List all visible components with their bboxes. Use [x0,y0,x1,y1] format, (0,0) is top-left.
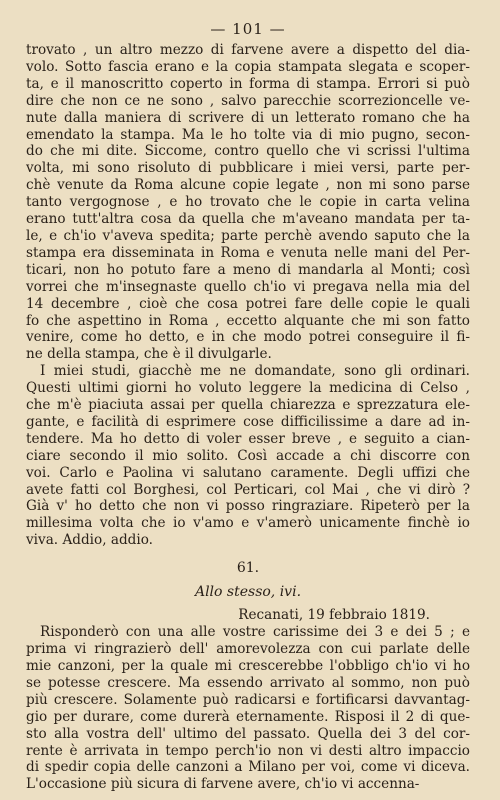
text-line: se potesse crescere. Ma essendo arrivato al sommo, non può [26,674,470,691]
letter-heading: Allo stesso, ivi. [194,584,302,601]
text-line: ticari, non ho potuto fare a meno di mandarla al Monti; così [26,261,470,278]
paragraph-2 [26,363,470,549]
text-line: gio per durare, come durerà eternamente. Risposi il 2 di que- [26,708,470,725]
text-line: ciare secondo il mio solito. Così accade a chi discorre con [26,447,470,464]
text-line: più crescere. Solamente può radicarsi e fortificarsi davvantag- [26,691,470,708]
text-line: ne della stampa, che è il divulgarle. [26,346,272,363]
text-line: avete fatti col Borghesi, col Perticari, col Mai , che vi dirò ? [26,481,470,498]
text-line: vorrei che m'insegnaste quello ch'io vi pregava nella mia del [26,278,470,295]
text-line: tendere. Ma ho detto di voler esser breve , e seguito a cian- [26,430,470,447]
text-line: fo che aspettino in Roma , eccetto alquante che mi son fatto [26,312,470,329]
text-line: ta, e il manoscritto coperto in forma di stampa. Errori si può [26,75,470,92]
text-line: viva. Addio, addio. [26,532,153,549]
text-line: trovato , un altro mezzo di farvene avere a dispetto del dia- [26,42,470,58]
text-line: rente è arrivata in tempo perch'io non vi desti altro impaccio [26,742,470,759]
text-line: venire, come ho detto, e in che modo potrei conseguire il fi- [26,329,470,346]
text-line: emendato la stampa. Ma le ho tolte via di mio pugno, secon- [26,126,470,143]
text-line: Risponderò con una alle vostre carissime dei 3 e dei 5 ; e [40,624,470,641]
page-number: — 101 — [210,20,286,38]
text-line: prima vi ringrazierò dell' amorevolezza con cui parlate delle [26,641,470,658]
text-line: di spedir copia delle canzoni a Milano per voi, come vi diceva. [26,759,470,776]
text-line: nute dalla maniera di scrivere di un letterato romano che ha [26,109,470,126]
text-line: volta, mi sono risoluto di pubblicare i miei versi, parte per- [26,160,470,177]
text-line: L'occasione più sicura di farvene avere, ch'io vi accenna- [26,776,420,793]
text-line: le, e ch'io v'aveva spedita; parte perchè avendo saputo che la [26,227,470,244]
text-line: do che mi dite. Siccome, contro quello che vi scrissi l'ultima [26,143,470,160]
dateline: Recanati, 19 febbraio 1819. [238,607,430,624]
text-line: Questi ultimi giorni ho voluto leggere la medicina di Celso , [26,380,470,397]
text-line: I miei studi, giacchè me ne domandate, sono gli ordinari. [40,363,470,380]
text-line: chè venute da Roma alcune copie legate , non mi sono parse [26,177,470,194]
text-line: millesima volta che io v'amo e v'amerò unicamente finchè io [26,515,470,532]
text-line: volo. Sotto fascia erano e la copia stampata slegata e scoper- [26,58,470,75]
text-line: tanto vergognose , e ho trovato che le copie in carta velina [26,194,470,211]
letter-number: 61. [236,560,260,577]
text-line: 14 decembre , cioè che cosa potrei fare delle copie le quali [26,295,470,312]
text-line: stampa era disseminata in Roma e venuta nelle mani del Per- [26,244,470,261]
text-line: Già v' ho detto che non vi posso ringraziare. Ripeterò per la [26,498,470,515]
text-line: dire che non ce ne sono , salvo parecchie scorrezioncelle ve- [26,92,470,109]
paragraph-3 [26,624,470,793]
text-line: voi. Carlo e Paolina vi salutano caramente. Degli uffizi che [26,464,470,481]
text-line: gante, e facilità di esprimere cose difficilissime a dare ad in- [26,413,470,430]
text-line: erano tutt'altra cosa da quella che m'aveano mandata per ta- [26,211,470,228]
text-line: che m'è piaciuta assai per quella chiarezza e sprezzatura ele- [26,397,470,414]
text-line: sto alla vostra dell' ultimo del passato. Quella dei 3 del cor- [26,725,470,742]
text-line: mie canzoni, per la quale mi crescerebbe l'obbligo ch'io vi ho [26,658,470,674]
paragraph-1 [26,42,470,363]
